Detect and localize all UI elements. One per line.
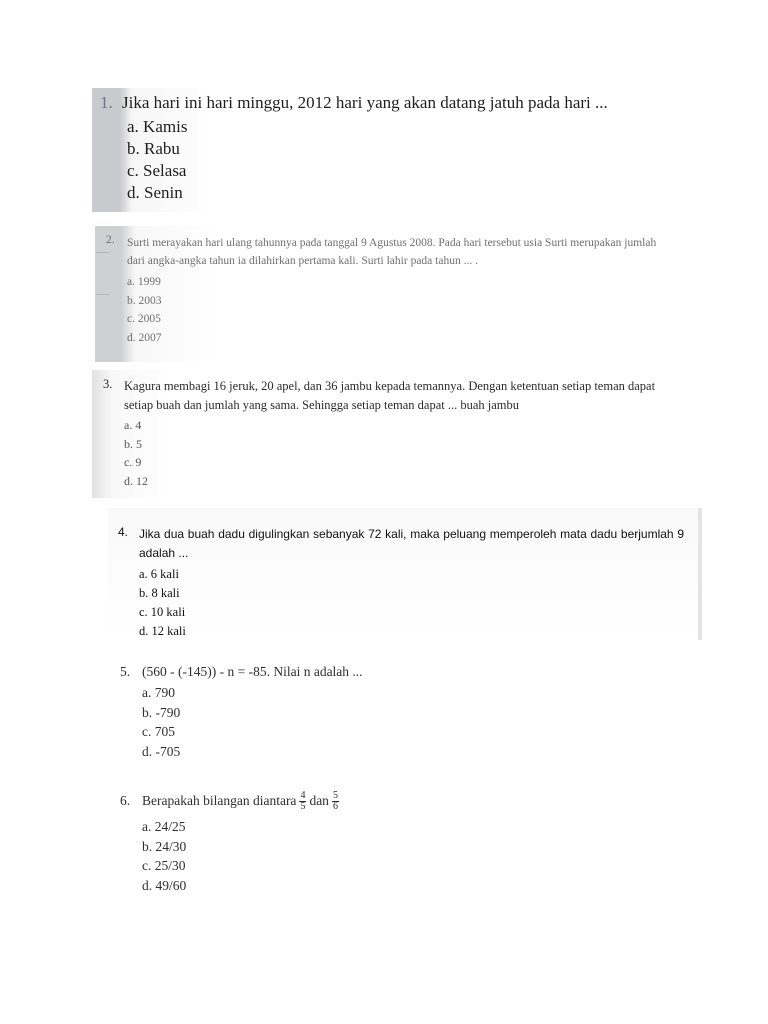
question-6-options (142, 817, 342, 895)
option-a: a. 1999 (127, 276, 161, 288)
option-d: d. -705 (142, 743, 181, 759)
option-a: a. 790 (142, 685, 175, 700)
option-b: b. 8 kali (139, 586, 180, 600)
fraction-numerator: 4 (300, 789, 306, 801)
question-4-stem (118, 525, 688, 563)
option-b: b. -790 (142, 704, 181, 720)
option-a: a. Kamis (127, 117, 188, 136)
question-text: Surti merayakan hari ulang tahunnya pada tanggal 9 Agustus 2008. Pada hari tersebut usia Surti merupakan jumlah dari angka-angka tahun ia dilahirkan pertama kali. Surti lahir pada tahun ... . (127, 237, 657, 267)
fraction-denominator: 6 (332, 800, 338, 812)
fraction-numerator: 5 (332, 789, 338, 801)
option-d: d. 12 (124, 473, 148, 488)
option-c: c. 2005 (127, 313, 161, 325)
question-text-connector: dan (309, 793, 329, 808)
option-d: d. 49/60 (142, 877, 187, 893)
question-text: Jika hari ini hari minggu, 2012 hari yang akan datang jatuh pada hari ... (122, 93, 608, 112)
option-a: a. 24/25 (142, 819, 186, 834)
question-3-stem (103, 377, 673, 415)
question-number: 5. (120, 664, 131, 679)
question-6 (120, 786, 342, 895)
option-b: b. Rabu (127, 139, 180, 158)
question-3 (103, 377, 673, 490)
question-5-stem (120, 664, 363, 680)
option-c: c. Selasa (127, 161, 187, 180)
question-number: 6. (120, 793, 131, 808)
question-2-options (127, 273, 666, 347)
question-number: 2. (106, 234, 115, 246)
question-text: Berapakah bilangan diantara (142, 793, 297, 808)
question-1-stem (100, 92, 608, 114)
option-b: b. 5 (124, 436, 142, 451)
fraction-five-sixths (332, 791, 339, 812)
option-c: c. 10 kali (139, 605, 186, 619)
question-text: Kagura membagi 16 jeruk, 20 apel, dan 36 jambu kepada temannya. Dengan ketentuan setiap teman dapat setiap buah dan jumlah yang sama. Sehingga setiap teman dapat ... buah jambu (124, 379, 656, 412)
question-number: 1. (100, 93, 113, 112)
question-4 (118, 525, 688, 641)
question-2-stem (106, 234, 666, 270)
question-number: 3. (103, 377, 113, 391)
question-1-options (127, 116, 608, 204)
option-c: c. 705 (142, 724, 175, 739)
question-1 (100, 92, 608, 204)
question-text: (560 - (-145)) - n = -85. Nilai n adalah ... (142, 664, 363, 679)
option-a: a. 6 kali (139, 567, 179, 581)
question-5 (120, 664, 363, 761)
question-5-options (142, 683, 363, 761)
option-a: a. 4 (124, 418, 142, 432)
question-number: 4. (118, 525, 129, 539)
option-d: d. 2007 (127, 331, 162, 344)
option-c: c. 9 (124, 455, 142, 469)
fraction-four-fifths (299, 791, 306, 812)
question-2 (106, 234, 666, 347)
fraction-denominator: 5 (300, 800, 306, 812)
question-4-options (139, 565, 688, 641)
question-6-stem (120, 786, 342, 816)
question-text: Jika dua buah dadu digulingkan sebanyak 72 kali, maka peluang memperoleh mata dadu berjumlah 9 adalah ... (139, 527, 684, 560)
option-d: d. 12 kali (139, 624, 186, 638)
option-b: b. 2003 (127, 294, 162, 307)
option-d: d. Senin (127, 183, 183, 202)
option-c: c. 25/30 (142, 858, 186, 873)
option-b: b. 24/30 (142, 838, 187, 854)
question-3-options (124, 416, 673, 490)
